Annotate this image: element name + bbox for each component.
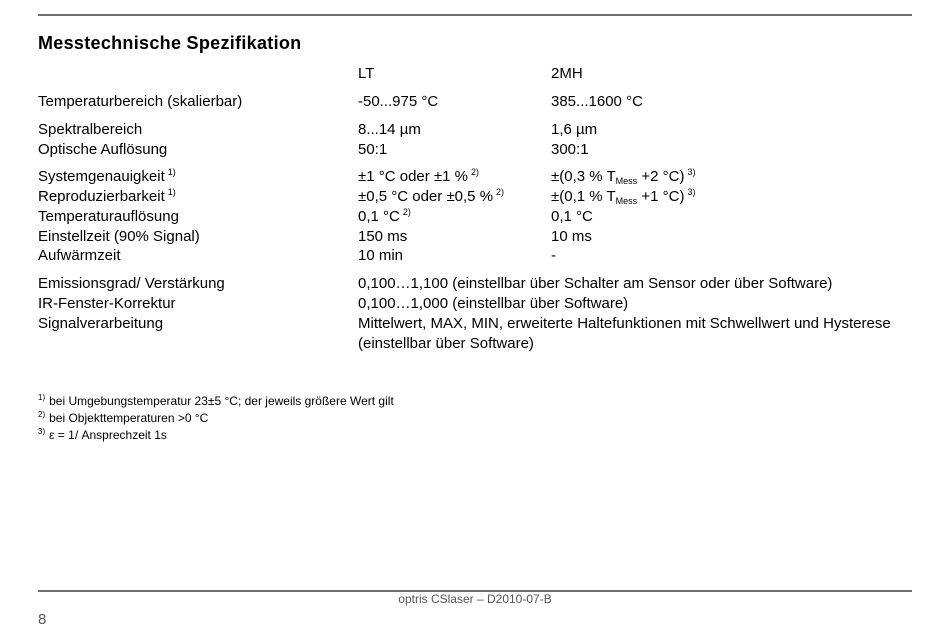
spec-row-reproduzierbarkeit — [0, 187, 950, 207]
footnote-ref: 3) — [687, 187, 696, 197]
spec-value-2mh-wrap — [551, 187, 695, 207]
spec-label-wrap — [38, 187, 176, 207]
spec-value-lt: ±0,5 °C oder ±0,5 % — [358, 188, 494, 205]
footnote-1 — [38, 393, 394, 409]
spec-row-einstellzeit — [0, 227, 950, 247]
spec-label: Spektralbereich — [38, 121, 143, 138]
spec-value-shared: 0,100…1,100 (einstellbar über Schalter am Sensor oder über Software) — [358, 275, 833, 292]
spec-value-lt-wrap — [358, 207, 411, 227]
spec-label: IR-Fenster-Korrektur — [38, 295, 176, 312]
footnote-text: ε = 1/ Ansprechzeit 1s — [49, 428, 167, 442]
footnote-ref: 2) — [471, 167, 480, 177]
spec-value-2mh: 1,6 µm — [551, 121, 598, 138]
column-header-row — [0, 64, 950, 84]
spec-label: Optische Auflösung — [38, 141, 168, 158]
spec-row-spektralbereich — [0, 120, 950, 140]
spec-value-lt-wrap — [358, 167, 479, 187]
spec-value-lt: 10 min — [358, 247, 404, 264]
top-rule — [38, 14, 912, 16]
spec-value-shared: Mittelwert, MAX, MIN, erweiterte Haltefunktionen mit Schwellwert und Hysterese (einstellbar über Software) — [358, 315, 891, 352]
spec-row-systemgenauigkeit — [0, 167, 950, 187]
spec-row-temperaturaufloesung — [0, 207, 950, 227]
spec-value-2mh-tail: +1 °C) — [637, 188, 685, 205]
spec-value-2mh: 385...1600 °C — [551, 93, 643, 110]
spec-value-lt: 8...14 µm — [358, 121, 421, 138]
spec-label: Systemgenauigkeit — [38, 168, 165, 185]
section-title: Messtechnische Spezifikation — [38, 33, 302, 53]
footnote-text: bei Objekttemperaturen >0 °C — [49, 411, 209, 425]
spec-value-lt: ±1 °C oder ±1 % — [358, 168, 469, 185]
subscript-mess: Mess — [615, 176, 638, 186]
spec-label: Temperaturauflösung — [38, 208, 179, 225]
spec-label-wrap — [38, 167, 176, 187]
spec-row-signalverarbeitung — [0, 314, 950, 352]
spec-value-2mh-wrap — [551, 167, 695, 187]
spec-value-lt: 50:1 — [358, 141, 388, 158]
spec-value-2mh: - — [551, 247, 556, 264]
subscript-mess: Mess — [615, 196, 638, 206]
spec-label: Aufwärmzeit — [38, 247, 121, 264]
footnote-mark: 3) — [38, 427, 46, 436]
spec-value-shared: 0,100…1,000 (einstellbar über Software) — [358, 295, 629, 312]
footnote-text: bei Umgebungstemperatur 23±5 °C; der jeweils größere Wert gilt — [49, 394, 394, 408]
footnote-3 — [38, 427, 167, 443]
spec-row-aufwaermzeit — [0, 246, 950, 266]
spec-label: Temperaturbereich (skalierbar) — [38, 93, 243, 110]
footnote-ref: 3) — [687, 167, 696, 177]
spec-value-2mh: 10 ms — [551, 228, 592, 245]
spec-label: Emissionsgrad/ Verstärkung — [38, 275, 225, 292]
footnote-ref: 1) — [167, 167, 176, 177]
column-header-lt: LT — [358, 65, 375, 82]
spec-row-ir-fenster-korrektur — [0, 294, 950, 314]
footnote-mark: 2) — [38, 410, 46, 419]
column-header-2mh: 2MH — [551, 65, 583, 82]
spec-value-lt: 150 ms — [358, 228, 408, 245]
footnote-mark: 1) — [38, 393, 46, 402]
spec-value-2mh-tail: +2 °C) — [637, 168, 685, 185]
spec-row-emissionsgrad — [0, 274, 950, 294]
footnote-ref: 2) — [402, 207, 411, 217]
spec-label: Einstellzeit (90% Signal) — [38, 228, 200, 245]
footnote-ref: 2) — [496, 187, 505, 197]
spec-value-lt: 0,1 °C — [358, 208, 400, 225]
page-number: 8 — [38, 611, 47, 628]
spec-value-2mh: 0,1 °C — [551, 208, 593, 225]
spec-row-optische-aufloesung — [0, 140, 950, 160]
spec-value-lt-wrap — [358, 187, 504, 207]
spec-label: Signalverarbeitung — [38, 315, 164, 332]
spec-value-2mh: ±(0,3 % T — [551, 168, 616, 185]
spec-value-2mh: 300:1 — [551, 141, 589, 158]
page-footer: optris CSlaser – D2010-07-B — [398, 592, 552, 606]
footnote-2 — [38, 410, 208, 426]
spec-value-lt: -50...975 °C — [358, 93, 439, 110]
footnote-ref: 1) — [167, 187, 176, 197]
spec-row-temperaturbereich — [0, 92, 950, 112]
spec-value-2mh: ±(0,1 % T — [551, 188, 616, 205]
spec-label: Reproduzierbarkeit — [38, 188, 165, 205]
